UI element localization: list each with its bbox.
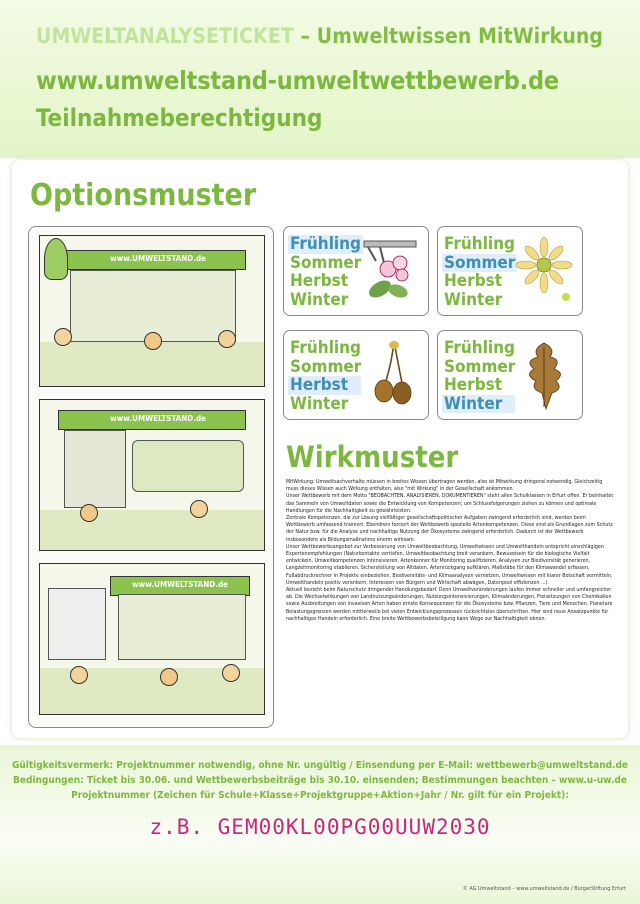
project-number-note: Projektnummer (Zeichen für Schule+Klasse+Projektgruppe+Aktion+Jahr / Nr. gilt für ein Projekt):	[71, 790, 569, 801]
dandelion-flower-icon	[512, 233, 576, 309]
person	[144, 332, 162, 350]
season-autumn: Herbst	[290, 271, 349, 291]
conditions-note: Bedingungen: Ticket bis 30.06. und Wettbewerbsbeiträge bis 30.10. einsenden; Bestimmungen beachten – www.u-uw.de	[13, 775, 627, 786]
oak-leaf-icon	[512, 337, 576, 413]
stand-label: www.UMWELTSTAND.de	[110, 254, 207, 263]
person	[222, 664, 240, 682]
pond	[132, 440, 244, 492]
season-card-autumn[interactable]	[283, 330, 429, 420]
project-number-example: z.B. GEM00KL00PG00UUW2030	[149, 815, 491, 839]
season-winter: Winter	[442, 395, 515, 414]
season-spring: Frühling	[444, 234, 516, 254]
season-summer: Sommer	[444, 356, 516, 377]
season-list	[290, 235, 363, 309]
ticket-title	[36, 24, 603, 48]
season-spring: Frühling	[444, 338, 516, 358]
wirk-paragraph: Unser Wettbewerbsangebot zur Verbesserung von Umweltbeobachtung, Umweltwissen und Umwelthandeln entspricht einschlägigen Expertenempfehlungen (Naturkontakte vertiefen, Umweltbeobachtung breit verankern, Bewusstsein für die biologische Vielfalt entwickeln, Umweltkompetenzen intensivieren, Artenkenner für Monitoring qualifizieren, Analysen zur Biodiversität generieren, Langzeitmonitoring etablieren, Sicherstellung von Altdaten, Artenrückgang aufklären, Maßstäbe für den Klimawandel erfassen, Fußabdruckrechner in Projekte einbeziehen, Biodiversitäts- und Klimaanalysen vernetzen, Umweltwissen mit klarer Botschaft vermitteln, Umwelthandeln positiv verankern, Interessen von Bürgern und Wirtschaft abwägen, Datenpool effizienzen ...).	[286, 543, 613, 586]
person	[218, 330, 236, 348]
wirk-paragraph: Unser Wettbewerb mit dem Motto "BEOBACHTEN, ANALYSIEREN, DOKUMENTIEREN" steht allen Schulklassen in Erfurt offen. Er beinhaltet das Sammeln von Umweltdaten sowie die Entwicklung von Kompetenzen; um Schlussfolgerungen ziehen zu können und optimale Handlungen für die Nachhaltigkeit zu gewährleisten.	[286, 493, 614, 514]
season-spring: Frühling	[290, 234, 362, 254]
house	[48, 588, 106, 660]
season-autumn: Herbst	[444, 375, 503, 395]
season-card-spring[interactable]	[283, 226, 429, 316]
stand-scene-3	[39, 563, 265, 715]
season-winter: Winter	[290, 393, 349, 414]
season-list	[290, 339, 361, 413]
website-url[interactable]: www.umweltstand-umweltwettbewerb.de	[36, 66, 559, 95]
stand-label: www.UMWELTSTAND.de	[110, 414, 207, 423]
ticket-title-tagline: – Umweltwissen MitWirkung	[293, 24, 604, 48]
person	[54, 328, 72, 346]
season-autumn: Herbst	[444, 271, 503, 291]
wirk-paragraph: Zentrale Kompetenzen, die zur Lösung vielfältiger gesellschaftspolitischer Aufgaben zwingend erforderlich sind, werden beim Wettbewerb umfassend trainiert. Ebendrein forciert der Wettbewerb spezielle Artenkompetenzen. Diese sind als Grundlagen zum Schutz der Natur bzw. für die Analyse und nachhaltige Nutzung der Ökosysteme zwingend erforderlich. Dadurch ist der Wettbewerb insbesondere als Bildungsmaßnahme enorm wirksam.	[286, 515, 613, 543]
page-subtitle: Teilnahmeberechtigung	[36, 104, 323, 132]
ticket-title-name: UMWELTANALYSETICKET	[36, 24, 294, 48]
season-spring: Frühling	[290, 338, 362, 358]
season-card-winter[interactable]	[437, 330, 583, 420]
wirk-paragraph: MitWirkung: Umweltsachverhalte müssen in breites Wissen übertragen werden, also ist Mitwirkung dringend notwendig. Gleichzeitig muss dieses Wissen auch Wirkung entfalten, also "mit Wirkung" in der Gesellschaft ankommen.	[286, 479, 603, 493]
season-winter: Winter	[290, 289, 349, 310]
ground	[40, 510, 264, 550]
person	[80, 504, 98, 522]
season-list	[444, 339, 515, 413]
cherry-fruit-icon	[358, 337, 422, 413]
person	[160, 668, 178, 686]
wirk-paragraph: Aktuell besteht beim Naturschutz dringender Handlungsbedarf. Denn Umweltveränderungen laufen immer schneller und umfangreicher ab. Die Wechselwirkungen von Landnutzungsänderungen, Nutzungsintensivierungen, Klimaänderungen, Freisetzungen von Chemikalien sowie Ausbreitungen von invasiven Arten haben ernste Konsequenzen für die Ökosysteme bzw. Pflanzen, Tiere und Menschen. Planetare Belastungsgrenzen werden mittlerweile bei vielen Entwicklungsprozessen rücksichtslos überschritten. Hier sind neue Ansatzpunkte für nachhaltiges Handeln erforderlich. Eine breite Wettbewerbsbeteiligung kann Wege zur Nachhaltigkeit ebnen.	[286, 587, 613, 622]
stand-shelves	[118, 594, 246, 660]
stand-scene-1	[39, 235, 265, 387]
apple-blossom-icon	[358, 233, 422, 309]
validity-note: Gültigkeitsvermerk: Projektnummer notwendig, ohne Nr. ungültig / Einsendung per E-Mail: wettbewerb@umweltstand.de	[11, 760, 629, 771]
person	[70, 666, 88, 684]
season-winter: Winter	[444, 289, 503, 310]
season-summer: Sommer	[290, 252, 362, 273]
copyright: © AG Umweltstand – www.umweltstand.de / BürgerStiftung Erfurt	[462, 886, 626, 892]
season-summer: Sommer	[444, 252, 516, 273]
wirk-text	[286, 479, 614, 623]
person	[190, 500, 208, 518]
stand-shelves	[64, 430, 126, 508]
stand-label: www.UMWELTSTAND.de	[132, 580, 229, 589]
stand-illustrations	[28, 226, 274, 728]
season-list	[444, 235, 517, 309]
tree-icon	[44, 238, 68, 280]
stand-scene-2	[39, 399, 265, 551]
wirk-title: Wirkmuster	[286, 440, 459, 474]
season-summer: Sommer	[290, 356, 362, 377]
options-title: Optionsmuster	[30, 178, 257, 213]
season-autumn: Herbst	[288, 376, 361, 395]
season-card-summer[interactable]	[437, 226, 583, 316]
